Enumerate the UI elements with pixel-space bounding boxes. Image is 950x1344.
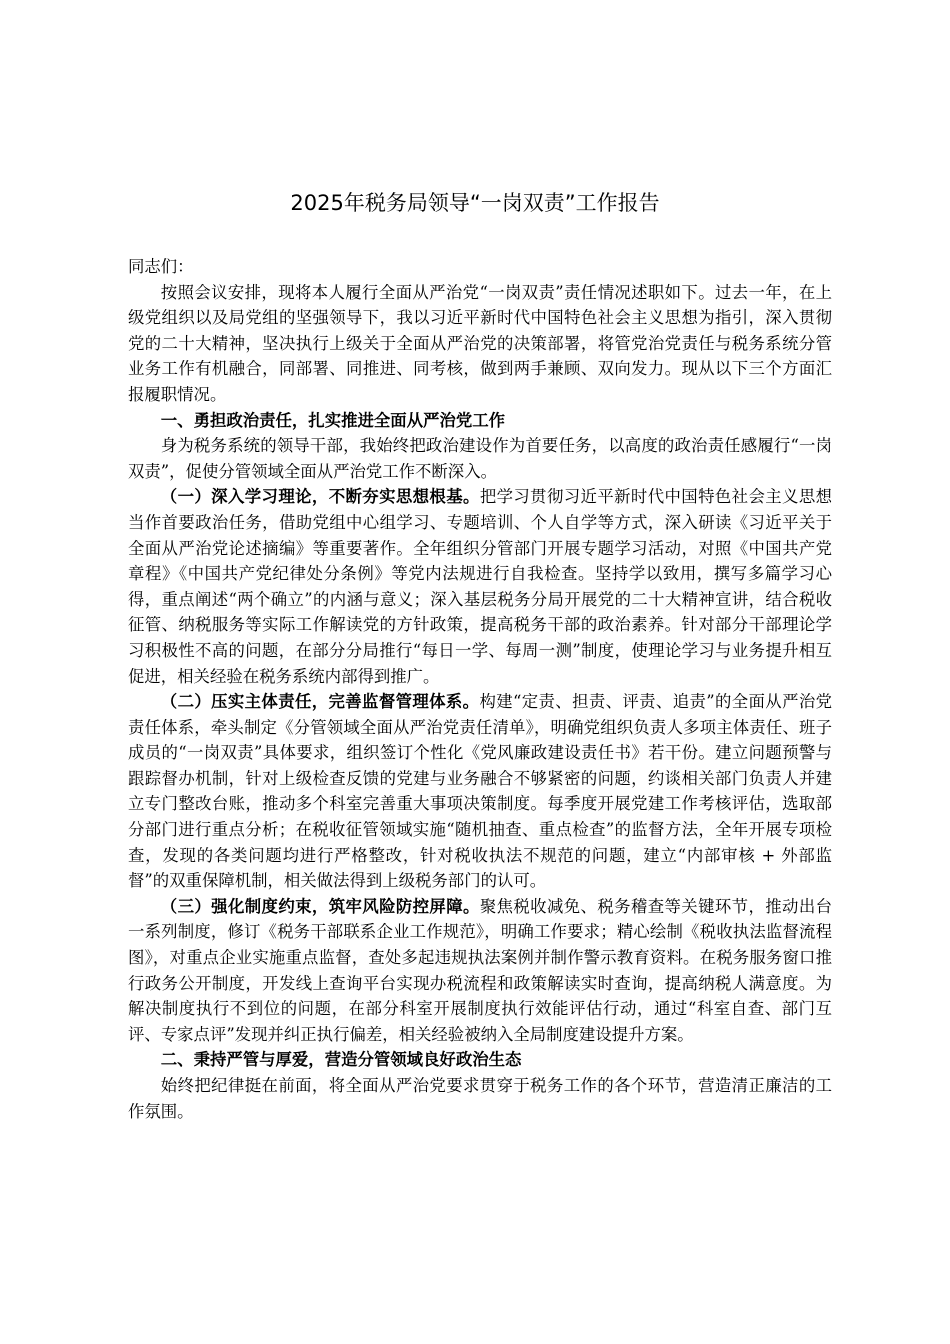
document-title: 2025年税务局领导“一岗双责”工作报告 — [290, 191, 660, 215]
item-3-text: 聚焦税收减免、税务稽查等关键环节，推动出台一系列制度，修订《税务干部联系企业工作规范》，明确工作要求；精心绘制《税收执法监督流程图》，对重点企业实施重点监督，查处多起违规执法案例并制作警示教育资料。在税务服务窗口推行政务公开制度，开发线上查询平台实现办税流程和政策解读实时查询，提高纳税人满意度。为解决制度执行不到位的问题，在部分科室开展制度执行效能评估行动，通过“科室自查、部门互评、专家点评”发现并纠正执行偏差，相关经验被纳入全局制度建设提升方案。 — [128, 896, 833, 1044]
item-1-text: 把学习贯彻习近平新时代中国特色社会主义思想当作首要政治任务，借助党组中心组学习、专题培训、个人自学等方式，深入研读《习近平关于全面从严治党论述摘编》等重要著作。全年组织分管部门开展专题学习活动，对照《中国共产党章程》《中国共产党纪律处分条例》等党内法规进行自我检查。坚持学以致用，撰写多篇学习心得，重点阐述“两个确立”的内涵与意义；深入基层税务分局开展党的二十大精神宣讲，结合税收征管、纳税服务等实际工作解读党的方针政策，提高税务干部的政治素养。针对部分干部理论学习积极性不高的问题，在部分分局推行“每日一学、每周一测”制度，使理论学习与业务提升相互促进，相关经验在税务系统内部得到推广。 — [128, 487, 833, 686]
item-1-lead: （一）深入学习理论，不断夯实思想根基。 — [160, 487, 480, 507]
section-1-intro: 身为税务系统的领导干部，我始终把政治建设作为首要任务，以高度的政治责任感履行“一岗双责”，促使分管领域全面从严治党工作不断深入。 — [128, 436, 832, 481]
section-1-heading: 一、勇担政治责任，扎实推进全面从严治党工作 — [160, 410, 505, 430]
document-body — [128, 254, 832, 1124]
intro-paragraph: 按照会议安排，现将本人履行全面从严治党“一岗双责”责任情况述职如下。过去一年，在上级党组织以及局党组的坚强领导下，我以习近平新时代中国特色社会主义思想为指引，深入贯彻党的二十大精神，坚决执行上级关于全面从严治党的决策部署，将管党治党责任与税务系统分管业务工作有机融合，同部署、同推进、同考核，做到两手兼顾、双向发力。现从以下三个方面汇报履职情况。 — [128, 282, 832, 404]
section-1-item-3 — [128, 894, 832, 1048]
item-3-lead: （三）强化制度约束，筑牢风险防控屏障。 — [160, 896, 480, 916]
section-2-intro: 始终把纪律挺在前面，将全面从严治党要求贯穿于税务工作的各个环节，营造清正廉洁的工作氛围。 — [128, 1076, 832, 1121]
section-1-item-2 — [128, 689, 832, 894]
item-2-text: 构建“定责、担责、评责、追责”的全面从严治党责任体系，牵头制定《分管领域全面从严治党责任清单》，明确党组织负责人多项主体责任、班子成员的“一岗双责”具体要求，组织签订个性化《党风廉政建设责任书》若干份。建立问题预警与跟踪督办机制，针对上级检查反馈的党建与业务融合不够紧密的问题，约谈相关部门负责人并建立专门整改台账，推动多个科室完善重大事项决策制度。每季度开展党建工作考核评估，选取部分部门进行重点分析；在税收征管领域实施“随机抽查、重点检查”的监督方法，全年开展专项检查，发现的各类问题均进行严格整改，针对税收执法不规范的问题，建立“内部审核 + 外部监督”的双重保障机制，相关做法得到上级税务部门的认可。 — [128, 692, 833, 891]
salutation: 同志们： — [128, 257, 194, 276]
item-2-lead: （二）压实主体责任，完善监督管理体系。 — [160, 692, 480, 712]
section-2-heading: 二、秉持严管与厚爱，营造分管领域良好政治生态 — [160, 1050, 522, 1070]
section-1-item-1 — [128, 484, 832, 689]
